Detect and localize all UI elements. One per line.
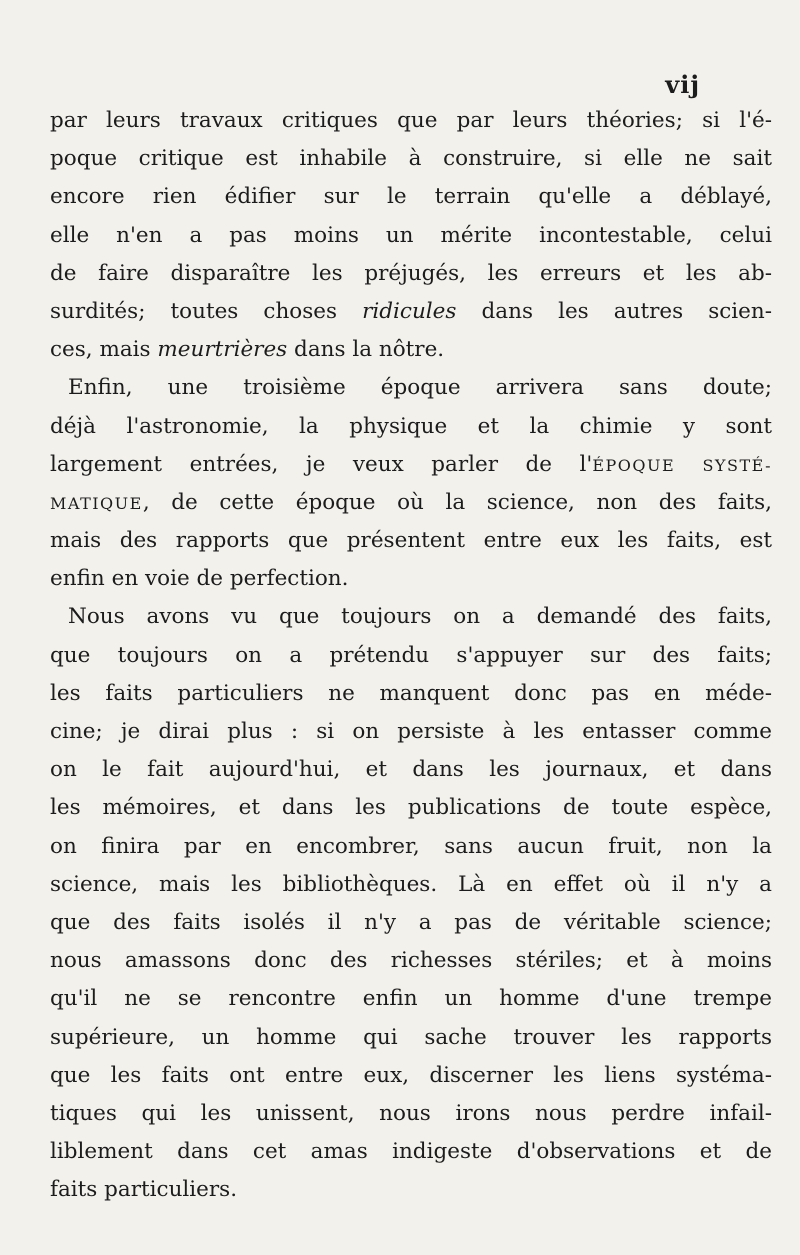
- text-line: par leurs travaux critiques que par leurs théories; si l'é-: [50, 108, 772, 133]
- text-line: enfin en voie de perfection.: [50, 566, 349, 592]
- text-line: Enfin, une troisième époque arrivera sans doute;: [68, 375, 772, 401]
- text-line: nous amassons donc des richesses stériles; et à moins: [50, 948, 772, 974]
- italic-word: ridicules: [362, 298, 457, 324]
- text-line: elle n'en a pas moins un mérite incontestable, celui: [50, 222, 772, 248]
- text-line: Nous avons vu que toujours on a demandé des faits,: [68, 604, 772, 630]
- text-line: MATIQUE, de cette époque où la science, non des faits,: [50, 489, 772, 515]
- text-line: liblement dans cet amas indigeste d'observations et de: [50, 1139, 772, 1165]
- small-caps-phrase: ÉPOQUE SYSTÉ-: [592, 455, 772, 475]
- text-line: supérieure, un homme qui sache trouver les rapports: [50, 1024, 772, 1050]
- text-line: poque critique est inhabile à construire, si elle ne sait: [50, 146, 772, 172]
- text-line: on le fait aujourd'hui, et dans les journaux, et dans: [50, 757, 772, 783]
- text-line: faits particuliers.: [50, 1177, 238, 1203]
- text-line: les faits particuliers ne manquent donc pas en méde-: [50, 680, 772, 706]
- text-line: les mémoires, et dans les publications de toute espèce,: [50, 795, 772, 821]
- text-line: largement entrées, je veux parler de l'ÉPOQUE SYSTÉ-: [50, 451, 772, 477]
- text-line: ces, mais meurtrières dans la nôtre.: [50, 337, 445, 363]
- text-line: cine; je dirai plus : si on persiste à les entasser comme: [50, 719, 772, 744]
- italic-word: meurtrières: [157, 337, 288, 363]
- text-line: on finira par en encombrer, sans aucun fruit, non la: [50, 833, 772, 859]
- text-line: que des faits isolés il n'y a pas de véritable science;: [50, 909, 772, 935]
- text-line: science, mais les bibliothèques. Là en effet où il n'y a: [50, 871, 772, 897]
- text-line: déjà l'astronomie, la physique et la chimie y sont: [50, 413, 772, 439]
- text-line: que toujours on a prétendu s'appuyer sur des faits;: [50, 642, 772, 668]
- text-line: surdités; toutes choses ridicules dans les autres scien-: [50, 298, 772, 324]
- text-line: mais des rapports que présentent entre eux les faits, est: [50, 528, 772, 554]
- text-line: de faire disparaître les préjugés, les erreurs et les ab-: [50, 260, 772, 286]
- text-line: encore rien édifier sur le terrain qu'elle a déblayé,: [50, 184, 772, 210]
- small-caps-phrase: MATIQUE: [50, 493, 143, 513]
- text-line: qu'il ne se rencontre enfin un homme d'une trempe: [50, 986, 772, 1012]
- body-text: [50, 102, 772, 1209]
- text-line: tiques qui les unissent, nous irons nous perdre infail-: [50, 1100, 772, 1126]
- page-number: vij: [665, 70, 700, 99]
- text-line: que les faits ont entre eux, discerner les liens systéma-: [50, 1062, 772, 1088]
